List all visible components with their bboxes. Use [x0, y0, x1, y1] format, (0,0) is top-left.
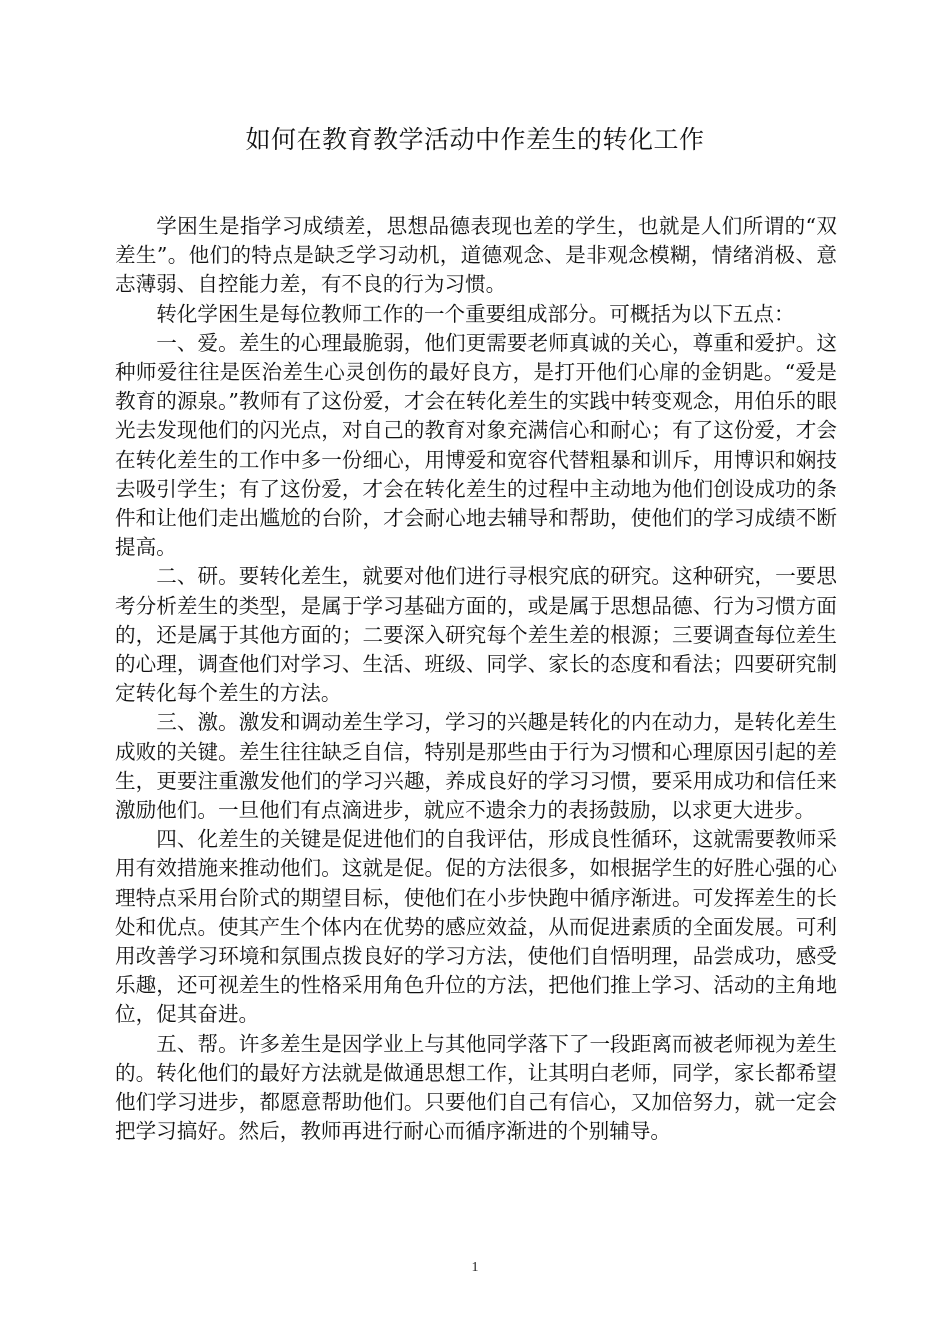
document-title: 如何在教育教学活动中作差生的转化工作	[245, 125, 705, 154]
paragraph-help: 五、帮。许多差生是因学业上与其他同学落下了一段距离而被老师视为差生的。转化他们的最好方法就是做通思想工作，让其明白老师，同学，家长都希望他们学习进步，都愿意帮助他们。只要他们自己有信心，又加倍努力，就一定会把学习搞好。然后，教师再进行耐心而循序渐进的个别辅导。	[115, 1031, 837, 1144]
document-body	[115, 212, 837, 1147]
paragraph-motivate: 三、激。激发和调动差生学习，学习的兴趣是转化的内在动力，是转化差生成败的关键。差生往往缺乏自信，特别是那些由于行为习惯和心理原因引起的差生，更要注重激发他们的学习兴趣，养成良好的学习习惯，要采用成功和信任来激励他们。一旦他们有点滴进步，就应不遗余力的表扬鼓励，以求更大进步。	[115, 710, 837, 823]
paragraph-love: 一、爱。差生的心理最脆弱，他们更需要老师真诚的关心，尊重和爱护。这种师爱往往是医治差生心灵创伤的最好良方，是打开他们心扉的金钥匙。“爱是教育的源泉。”教师有了这份爱，才会在转化差生的实践中转变观念，用伯乐的眼光去发现他们的闪光点，对自己的教育对象充满信心和耐心；有了这份爱，才会在转化差生的工作中多一份细心，用博爱和宽容代替粗暴和训斥，用博识和娴技去吸引学生；有了这份爱，才会在转化差生的过程中主动地为他们创设成功的条件和让他们走出尴尬的台阶，才会耐心地去辅导和帮助，使他们的学习成绩不断提高。	[115, 330, 837, 560]
paragraph-research: 二、研。要转化差生，就要对他们进行寻根究底的研究。这种研究，一要思考分析差生的类型，是属于学习基础方面的，或是属于思想品德、行为习惯方面的，还是属于其他方面的；二要深入研究每个差生差的根源；三要调查每位差生的心理，调查他们对学习、生活、班级、同学、家长的态度和看法；四要研究制定转化每个差生的方法。	[115, 564, 837, 706]
paragraph-summary: 转化学困生是每位教师工作的一个重要组成部分。可概括为以下五点：	[156, 301, 795, 326]
page-number: 1	[471, 1260, 479, 1275]
paragraph-promote: 四、化差生的关键是促进他们的自我评估，形成良性循环，这就需要教师采用有效措施来推动他们。这就是促。促的方法很多，如根据学生的好胜心强的心理特点采用台阶式的期望目标，使他们在小步快跑中循序渐进。可发挥差生的长处和优点。使其产生个体内在优势的感应效益，从而促进素质的全面发展。可利用改善学习环境和氛围点拨良好的学习方法，使他们自悟明理，品尝成功，感受乐趣，还可视差生的性格采用角色升位的方法，把他们推上学习、活动的主角地位，促其奋进。	[115, 827, 837, 1027]
paragraph-intro: 学困生是指学习成绩差，思想品德表现也差的学生，也就是人们所谓的“双差生”。他们的特点是缺乏学习动机，道德观念、是非观念模糊，情绪消极、意志薄弱、自控能力差，有不良的行为习惯。	[115, 214, 837, 297]
